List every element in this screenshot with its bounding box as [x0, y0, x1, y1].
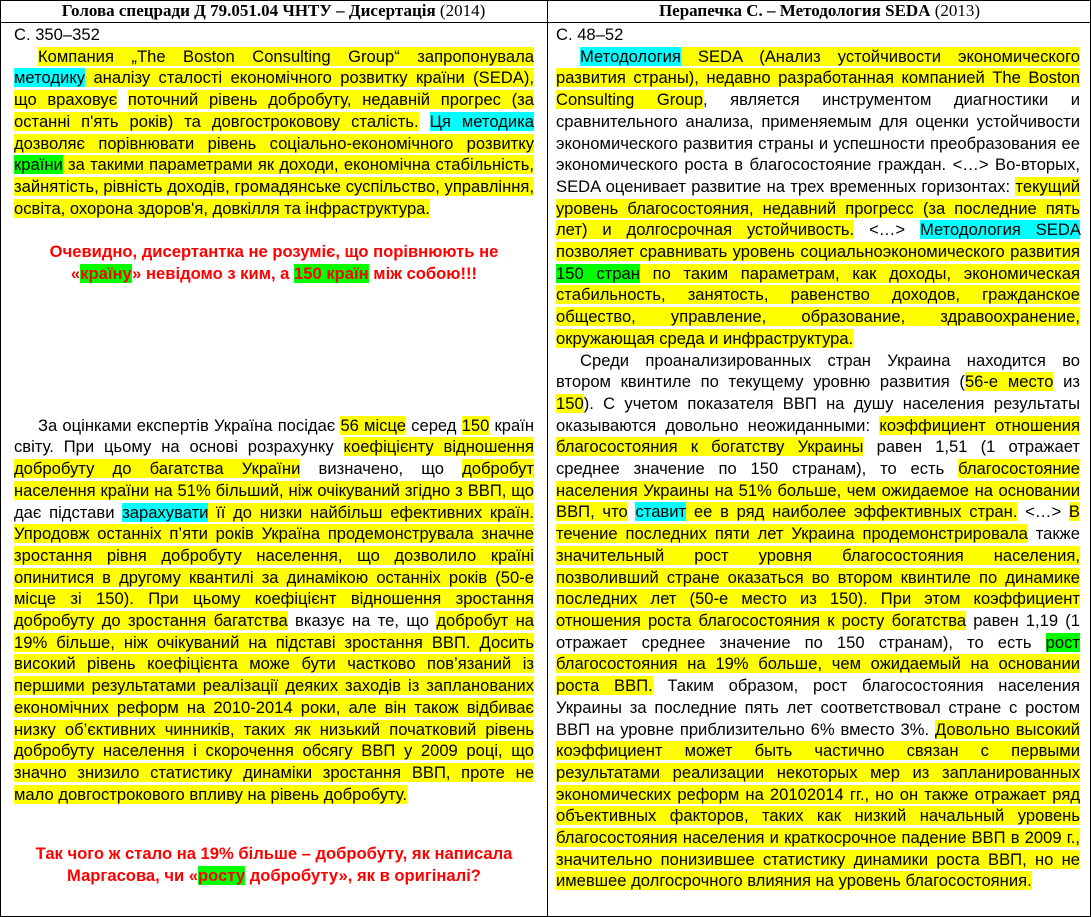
text-segment: В течение последних пяти лет Украина продемонстрировала [556, 502, 1080, 544]
text-segment: 150 [556, 393, 584, 413]
text-segment: коэффициент отношения благосостояния к богатству Украины [556, 415, 1080, 457]
right-column-header [548, 0, 1091, 22]
left-comment-2 [14, 843, 534, 886]
left-paragraph-2 [14, 415, 534, 806]
text-segment: Методология SEDA [919, 220, 1081, 240]
left-header-title: Голова спецради Д 79.051.04 ЧНТУ – Дисертація [61, 1, 436, 20]
header-divider [0, 22, 1091, 23]
text-segment: 150 стран [556, 263, 640, 283]
text-segment: Так чого ж стало на 19% більше – добробуту, як написала Маргасова, чи « [35, 844, 513, 886]
text-segment: 56-е место [964, 372, 1054, 392]
text-segment: Ця методика [429, 111, 534, 131]
text-segment: значительный рост уровня благосостояния населения, позволивший стране оказаться во втором квинтиле по динамике последних лет (50-е место из 150). При этом коэффициент отношения роста благосостояния к росту богатства [556, 545, 1080, 630]
text-segment: добробут на 19% більше, ніж очікуваний на підставі зростання ВВП. Досить високий рівень коефіцієнта може бути частково пов’язаний із першими результатами реалізації деяких заходів із запланованих економічних реформ на 2010-2014 роки, але він також відбиває низку об’єктивних чинників, таких як низький початковий рівень добробуту населення і скорочення обсягу ВВП у 2009 році, що значно знизило статистику динаміки зростання ВВП, проте не мало довгострокового впливу на рівень добробуту. [14, 611, 534, 804]
text-segment: дає підстави [14, 502, 123, 522]
text-segment: ). С учетом показателя ВВП на душу населения результаты оказываются довольно неожиданными: [556, 393, 1080, 435]
left-paragraph-1 [14, 46, 534, 220]
text-segment: Компания „The Boston Consulting Group“ запропонувала [38, 46, 534, 66]
text-segment: Очевидно, дисертантка не розуміє, що порівнюють не « [49, 242, 499, 284]
text-segment: рост [1045, 632, 1080, 652]
text-segment: 56 місце [340, 415, 406, 435]
text-segment: країни [14, 155, 63, 175]
right-column [556, 24, 1080, 892]
text-segment: Таким образом, рост благосостояния населения Украины за последние пять лет соответствовал стране с ростом ВВП на уровне приблизительно 6% вместо 3%. [556, 676, 1080, 739]
right-page-ref: С. 48–52 [556, 25, 624, 44]
text-segment: за такими параметрами як доходи, економічна стабільність, зайнятість, рівність доходів, громадянське суспільство, управління, освіта, охорона здоров'я, довкілля та інфраструктура. [14, 155, 534, 218]
text-segment: 150 країн [294, 264, 369, 284]
text-segment: благосостояния на 19% больше, чем ожидаемый на основании роста ВВП. [556, 654, 1080, 696]
column-divider [547, 0, 548, 917]
text-segment: из [1053, 372, 1080, 392]
text-segment: » невідомо з ким, а [132, 264, 295, 284]
text-segment: поточний рівень добробуту, недавній прогрес (за останні п'ять років) та довгостроковову сталість. [14, 90, 534, 131]
text-segment: аналізу сталості економічного розвитку країни (SEDA), що враховує [14, 68, 534, 110]
text-segment: дозволяє порівнювати рівень соціально-економічного розвитку [14, 133, 534, 153]
text-segment: Довольно высокий коэффициент может быть частично связан с первыми результатами реализации некоторых мер из запланированных экономических реформ на 20102014 гг., но он также отражает ряд объективных факторов, таких как низкий начальный уровень благосостояния населения и краткосрочное падение ВВП в 2009 г., значительно понизившее статистику динамики роста ВВП, но не имевшее долгосрочного влияния на уровень благосостояния. [556, 719, 1080, 891]
left-header-year: (2014) [439, 1, 486, 20]
text-segment: серед [406, 415, 462, 435]
text-segment: Методология [580, 46, 681, 66]
text-segment: <…> [1017, 502, 1069, 522]
text-segment [419, 112, 430, 131]
right-header-title: Перапечка С. – Методология SEDA [658, 1, 931, 20]
right-paragraph-2 [556, 350, 1080, 893]
left-page-ref: С. 350–352 [14, 25, 100, 44]
left-comment-1 [14, 241, 534, 284]
text-segment: країну [80, 264, 133, 284]
text-segment: вказує на те, що [287, 611, 437, 631]
text-segment: коефіцієнту відношення добробуту до багатства України [14, 437, 534, 479]
right-header-year: (2013) [934, 1, 981, 20]
text-segment: добробут населення країни на 51% більший, ніж очікуваний згідно з ВВП, що [14, 459, 534, 500]
text-segment: її до низки найбільш ефективних країн. Упродовж останніх п’яти років Україна продемонструвала значне зростання рівня добробуту населення, що дозволило країні опинитися в другому квантилі за динамікою останніх років (50-е місце зі 150). При цьому коефіцієнт відношення зростання добробуту до зростання багатства [14, 502, 534, 631]
text-segment: ставит [635, 502, 687, 522]
text-segment: За оцінками експертів Україна посідає [38, 415, 341, 435]
text-segment: благосостояние населения Украины на 51% больше, чем ожидаемое на основании ВВП, что [556, 459, 1080, 522]
text-segment: ее в ряд наиболее эффективных стран. [686, 502, 1018, 522]
text-segment: равен 1,19 (1 отражает среднее значение по 150 странам), то есть [556, 610, 1080, 652]
left-column [14, 24, 534, 887]
text-segment: Среди проанализированных стран Украина находится во втором квинтиле по текущему уровню развития ( [556, 350, 1080, 392]
text-segment: также [1027, 524, 1080, 544]
left-column-header [0, 0, 547, 22]
text-segment: зарахувати [122, 502, 209, 522]
right-paragraph-1 [556, 46, 1080, 350]
text-segment: 150 [461, 415, 490, 435]
text-segment: <…> [854, 220, 920, 240]
text-segment: равен 1,51 (1 отражает среднее значение по 150 странам), то есть [556, 437, 1080, 479]
text-segment: між собою!!! [368, 264, 478, 284]
text-segment: текущий уровень благосостояния, недавний прогресс (за последние пять лет) и долгосрочная устойчивость. [556, 176, 1080, 240]
text-segment: визначено, що [300, 459, 463, 479]
text-segment: добробуту», як в оригіналі? [245, 866, 481, 886]
text-segment: компанией The Boston Consulting Group [556, 68, 1080, 110]
text-segment [117, 90, 128, 109]
text-segment: , является инструментом диагностики и сравнительного анализа, применяемым для оценки устойчивости экономического развития страны и успешности преобразования ее экономического роста в благосостояние граждан. <…> Во-вторых, SEDA оценивает развитие на трех временных горизонтах: [556, 90, 1081, 196]
text-segment: методику [14, 68, 86, 88]
text-segment: росту [198, 866, 246, 886]
text-segment: SEDA (Анализ устойчивости экономического развития страны), недавно разработанная [556, 46, 1080, 88]
text-segment: позволяет сравнивать уровень социальноэкономического развития [556, 242, 1080, 262]
text-segment: по таким параметрам, как доходы, экономическая стабильность, занятость, равенство доходов, гражданское общество, управление, образование, здравоохранение, окружающая среда и инфраструктура. [556, 263, 1080, 348]
text-segment: країн світу. При цьому на основі розрахунку [14, 415, 534, 457]
